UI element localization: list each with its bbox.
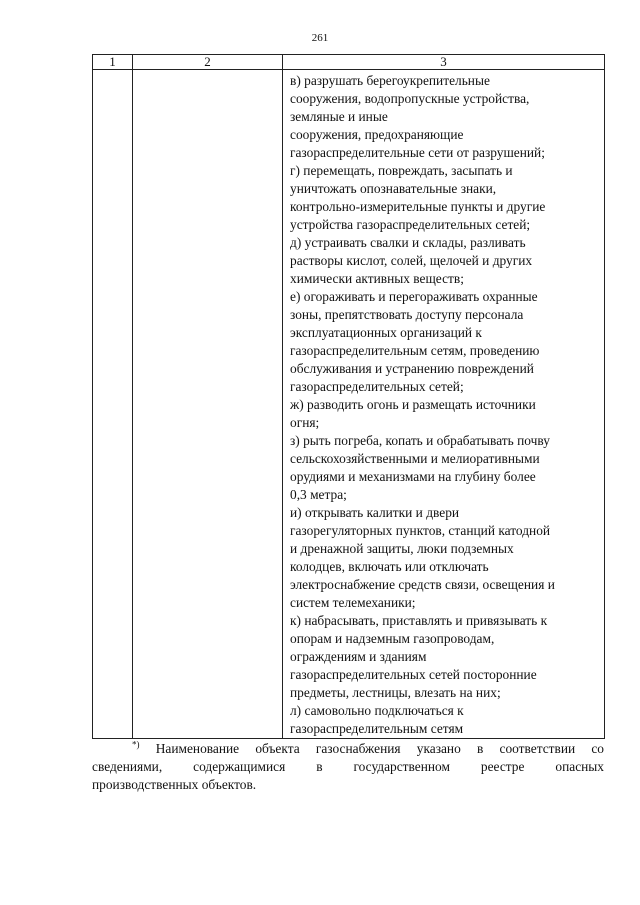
table-text-line: орудиями и механизмами на глубину более <box>290 469 536 484</box>
table-text-line: и дренажной защиты, люки подземных <box>290 541 514 556</box>
footnote-line: сведениями, содержащимися в государственном реестре опасных <box>92 759 604 774</box>
table-text-line: газораспределительные сети от разрушений; <box>290 145 545 160</box>
table-header-cell: 3 <box>283 55 605 70</box>
table-text-line: газораспределительным сетям, проведению <box>290 343 540 358</box>
table-text-line: газораспределительных сетей посторонние <box>290 667 537 682</box>
table-text-line: эксплуатационных организаций к <box>290 325 482 340</box>
footnote-line <box>92 740 604 758</box>
footnote <box>92 740 604 794</box>
table-header-row <box>93 55 605 70</box>
table-text-line: контрольно-измерительные пункты и другие <box>290 199 546 214</box>
table-text-line: зоны, препятствовать доступу персонала <box>290 307 524 322</box>
table-cell-empty <box>93 70 133 739</box>
footnote-line: производственных объектов. <box>92 777 257 792</box>
table-text-line: систем телемеханики; <box>290 595 416 610</box>
table-text-line: сельскохозяйственными и мелиоративными <box>290 451 540 466</box>
table-text-line: сооружения, водопропускные устройства, <box>290 91 530 106</box>
table-text-line: ограждениям и зданиям <box>290 649 427 664</box>
table-text-line: д) устраивать свалки и склады, разливать <box>290 235 526 250</box>
table-text-line: колодцев, включать или отключать <box>290 559 489 574</box>
table-text-line: огня; <box>290 415 320 430</box>
table-text-line: к) набрасывать, приставлять и привязывать к <box>290 613 548 628</box>
table-header-cell: 1 <box>93 55 133 70</box>
table-text-line: газораспределительных сетей; <box>290 379 464 394</box>
table-text-line: г) перемещать, повреждать, засыпать и <box>290 163 513 178</box>
table-text-line: земляные и иные <box>290 109 388 124</box>
table-text-line: в) разрушать берегоукрепительные <box>290 73 490 88</box>
table-text-line: предметы, лестницы, влезать на них; <box>290 685 501 700</box>
table-text-line: химически активных веществ; <box>290 271 464 286</box>
table-text-line: ж) разводить огонь и размещать источники <box>290 397 536 412</box>
footnote-text: Наименование объекта газоснабжения указано в соответствии со <box>155 741 604 756</box>
table-text-line: з) рыть погреба, копать и обрабатывать почву <box>290 433 550 448</box>
table-text-line: электроснабжение средств связи, освещения и <box>290 577 555 592</box>
table-text-line: уничтожать опознавательные знаки, <box>290 181 497 196</box>
table-text-line: газорегуляторных пунктов, станций катодной <box>290 523 551 538</box>
table-row <box>93 70 605 739</box>
table-text-line: е) огораживать и перегораживать охранные <box>290 289 538 304</box>
table-text-line: растворы кислот, солей, щелочей и других <box>290 253 533 268</box>
table-text-line: сооружения, предохраняющие <box>290 127 464 142</box>
table-text-line: устройства газораспределительных сетей; <box>290 217 531 232</box>
table-text-line: газораспределительным сетям <box>290 721 464 736</box>
footnote-mark: *) <box>132 739 140 750</box>
table-cell-empty <box>133 70 283 739</box>
table-text-line: обслуживания и устранению повреждений <box>290 361 534 376</box>
table-cell-text <box>283 70 605 739</box>
table-text-line: и) открывать калитки и двери <box>290 505 460 520</box>
table-text-line: опорам и надземным газопроводам, <box>290 631 495 646</box>
table-text-line: л) самовольно подключаться к <box>290 703 464 718</box>
document-table <box>92 54 605 739</box>
page-number: 261 <box>311 32 329 44</box>
table-text-line: 0,3 метра; <box>290 487 347 502</box>
table-header-cell: 2 <box>133 55 283 70</box>
